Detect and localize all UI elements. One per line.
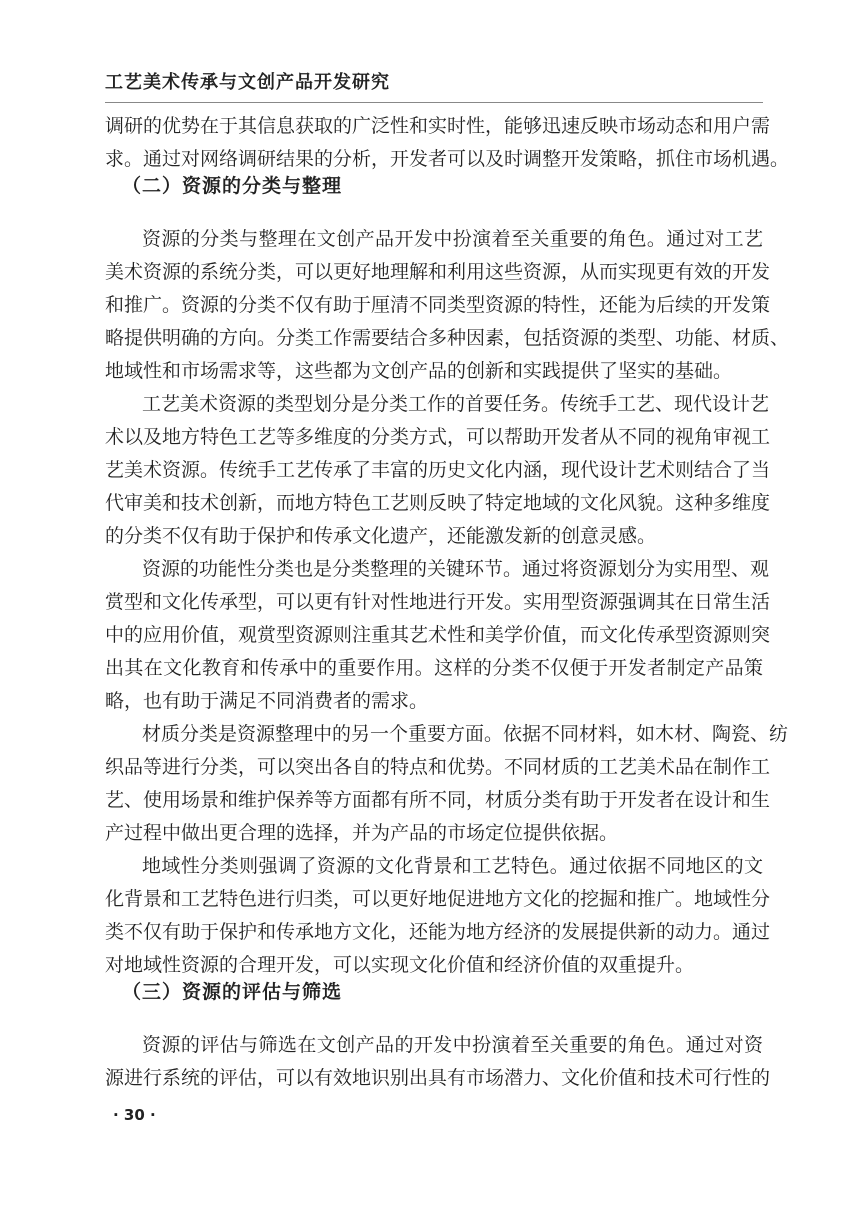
header-rule (105, 102, 763, 103)
text-line: 中的应用价值，观赏型资源则注重其艺术性和美学价值，而文化传承型资源则突 (105, 624, 771, 646)
text-line: 和推广。资源的分类不仅有助于厘清不同类型资源的特性，还能为后续的开发策 (105, 294, 771, 316)
text-line: 的分类不仅有助于保护和传承文化遗产，还能激发新的创意灵感。 (105, 525, 657, 547)
paragraph (105, 718, 789, 850)
text-line: 术以及地方特色工艺等多维度的分类方式，可以帮助开发者从不同的视角审视工 (105, 426, 771, 448)
paragraph (105, 110, 790, 176)
text-line: 调研的优势在于其信息获取的广泛性和实时性，能够迅速反映市场动态和用户需 (105, 115, 771, 137)
paragraph (105, 223, 790, 388)
text-line: 对地域性资源的合理开发，可以实现文化价值和经济价值的双重提升。 (105, 954, 695, 976)
text-line: 求。通过对网络调研结果的分析，开发者可以及时调整开发策略，抓住市场机遇。 (105, 148, 790, 170)
text-line: 略，也有助于满足不同消费者的需求。 (105, 690, 429, 712)
page-number: · 30 · (113, 1106, 156, 1124)
text-line: 出其在文化教育和传承中的重要作用。这样的分类不仅便于开发者制定产品策 (105, 657, 763, 679)
text-line: 资源的分类与整理在文创产品开发中扮演着至关重要的角色。通过对工艺 (142, 228, 763, 250)
text-line: 工艺美术资源的类型划分是分类工作的首要任务。传统手工艺、现代设计艺 (142, 393, 770, 415)
paragraph (105, 1029, 771, 1095)
section-heading: （三）资源的评估与筛选 (122, 981, 343, 1003)
text-line: 代审美和技术创新，而地方特色工艺则反映了特定地域的文化风貌。这种多维度 (105, 492, 771, 514)
text-line: 源进行系统的评估，可以有效地识别出具有市场潜力、文化价值和技术可行性的 (105, 1067, 771, 1089)
running-head: 工艺美术传承与文创产品开发研究 (105, 72, 390, 93)
paragraph (105, 553, 771, 718)
paragraph (105, 388, 771, 553)
section-heading: （二）资源的分类与整理 (122, 175, 343, 197)
text-line: 类不仅有助于保护和传承地方文化，还能为地方经济的发展提供新的动力。通过 (105, 921, 771, 943)
text-line: 织品等进行分类，可以突出各自的特点和优势。不同材质的工艺美术品在制作工 (105, 756, 771, 778)
text-line: 地域性和市场需求等，这些都为文创产品的创新和实践提供了坚实的基础。 (105, 360, 733, 382)
page-body (105, 110, 790, 1095)
text-line: 艺、使用场景和维护保养等方面都有所不同，材质分类有助于开发者在设计和生 (105, 789, 771, 811)
text-line: 艺美术资源。传统手工艺传承了丰富的历史文化内涵，现代设计艺术则结合了当 (105, 459, 771, 481)
text-line: 赏型和文化传承型，可以更有针对性地进行开发。实用型资源强调其在日常生活 (105, 591, 771, 613)
text-line: 略提供明确的方向。分类工作需要结合多种因素，包括资源的类型、功能、材质、 (105, 327, 790, 349)
paragraph (105, 850, 771, 982)
text-line: 资源的功能性分类也是分类整理的关键环节。通过将资源划分为实用型、观 (142, 558, 770, 580)
text-line: 产过程中做出更合理的选择，并为产品的市场定位提供依据。 (105, 822, 619, 844)
text-line: 美术资源的系统分类，可以更好地理解和利用这些资源，从而实现更有效的开发 (105, 261, 771, 283)
text-line: 化背景和工艺特色进行归类，可以更好地促进地方文化的挖掘和推广。地域性分 (105, 888, 771, 910)
text-line: 资源的评估与筛选在文创产品的开发中扮演着至关重要的角色。通过对资 (142, 1034, 763, 1056)
text-line: 材质分类是资源整理中的另一个重要方面。依据不同材料，如木材、陶瓷、纺 (142, 723, 789, 745)
text-line: 地域性分类则强调了资源的文化背景和工艺特色。通过依据不同地区的文 (142, 855, 763, 877)
